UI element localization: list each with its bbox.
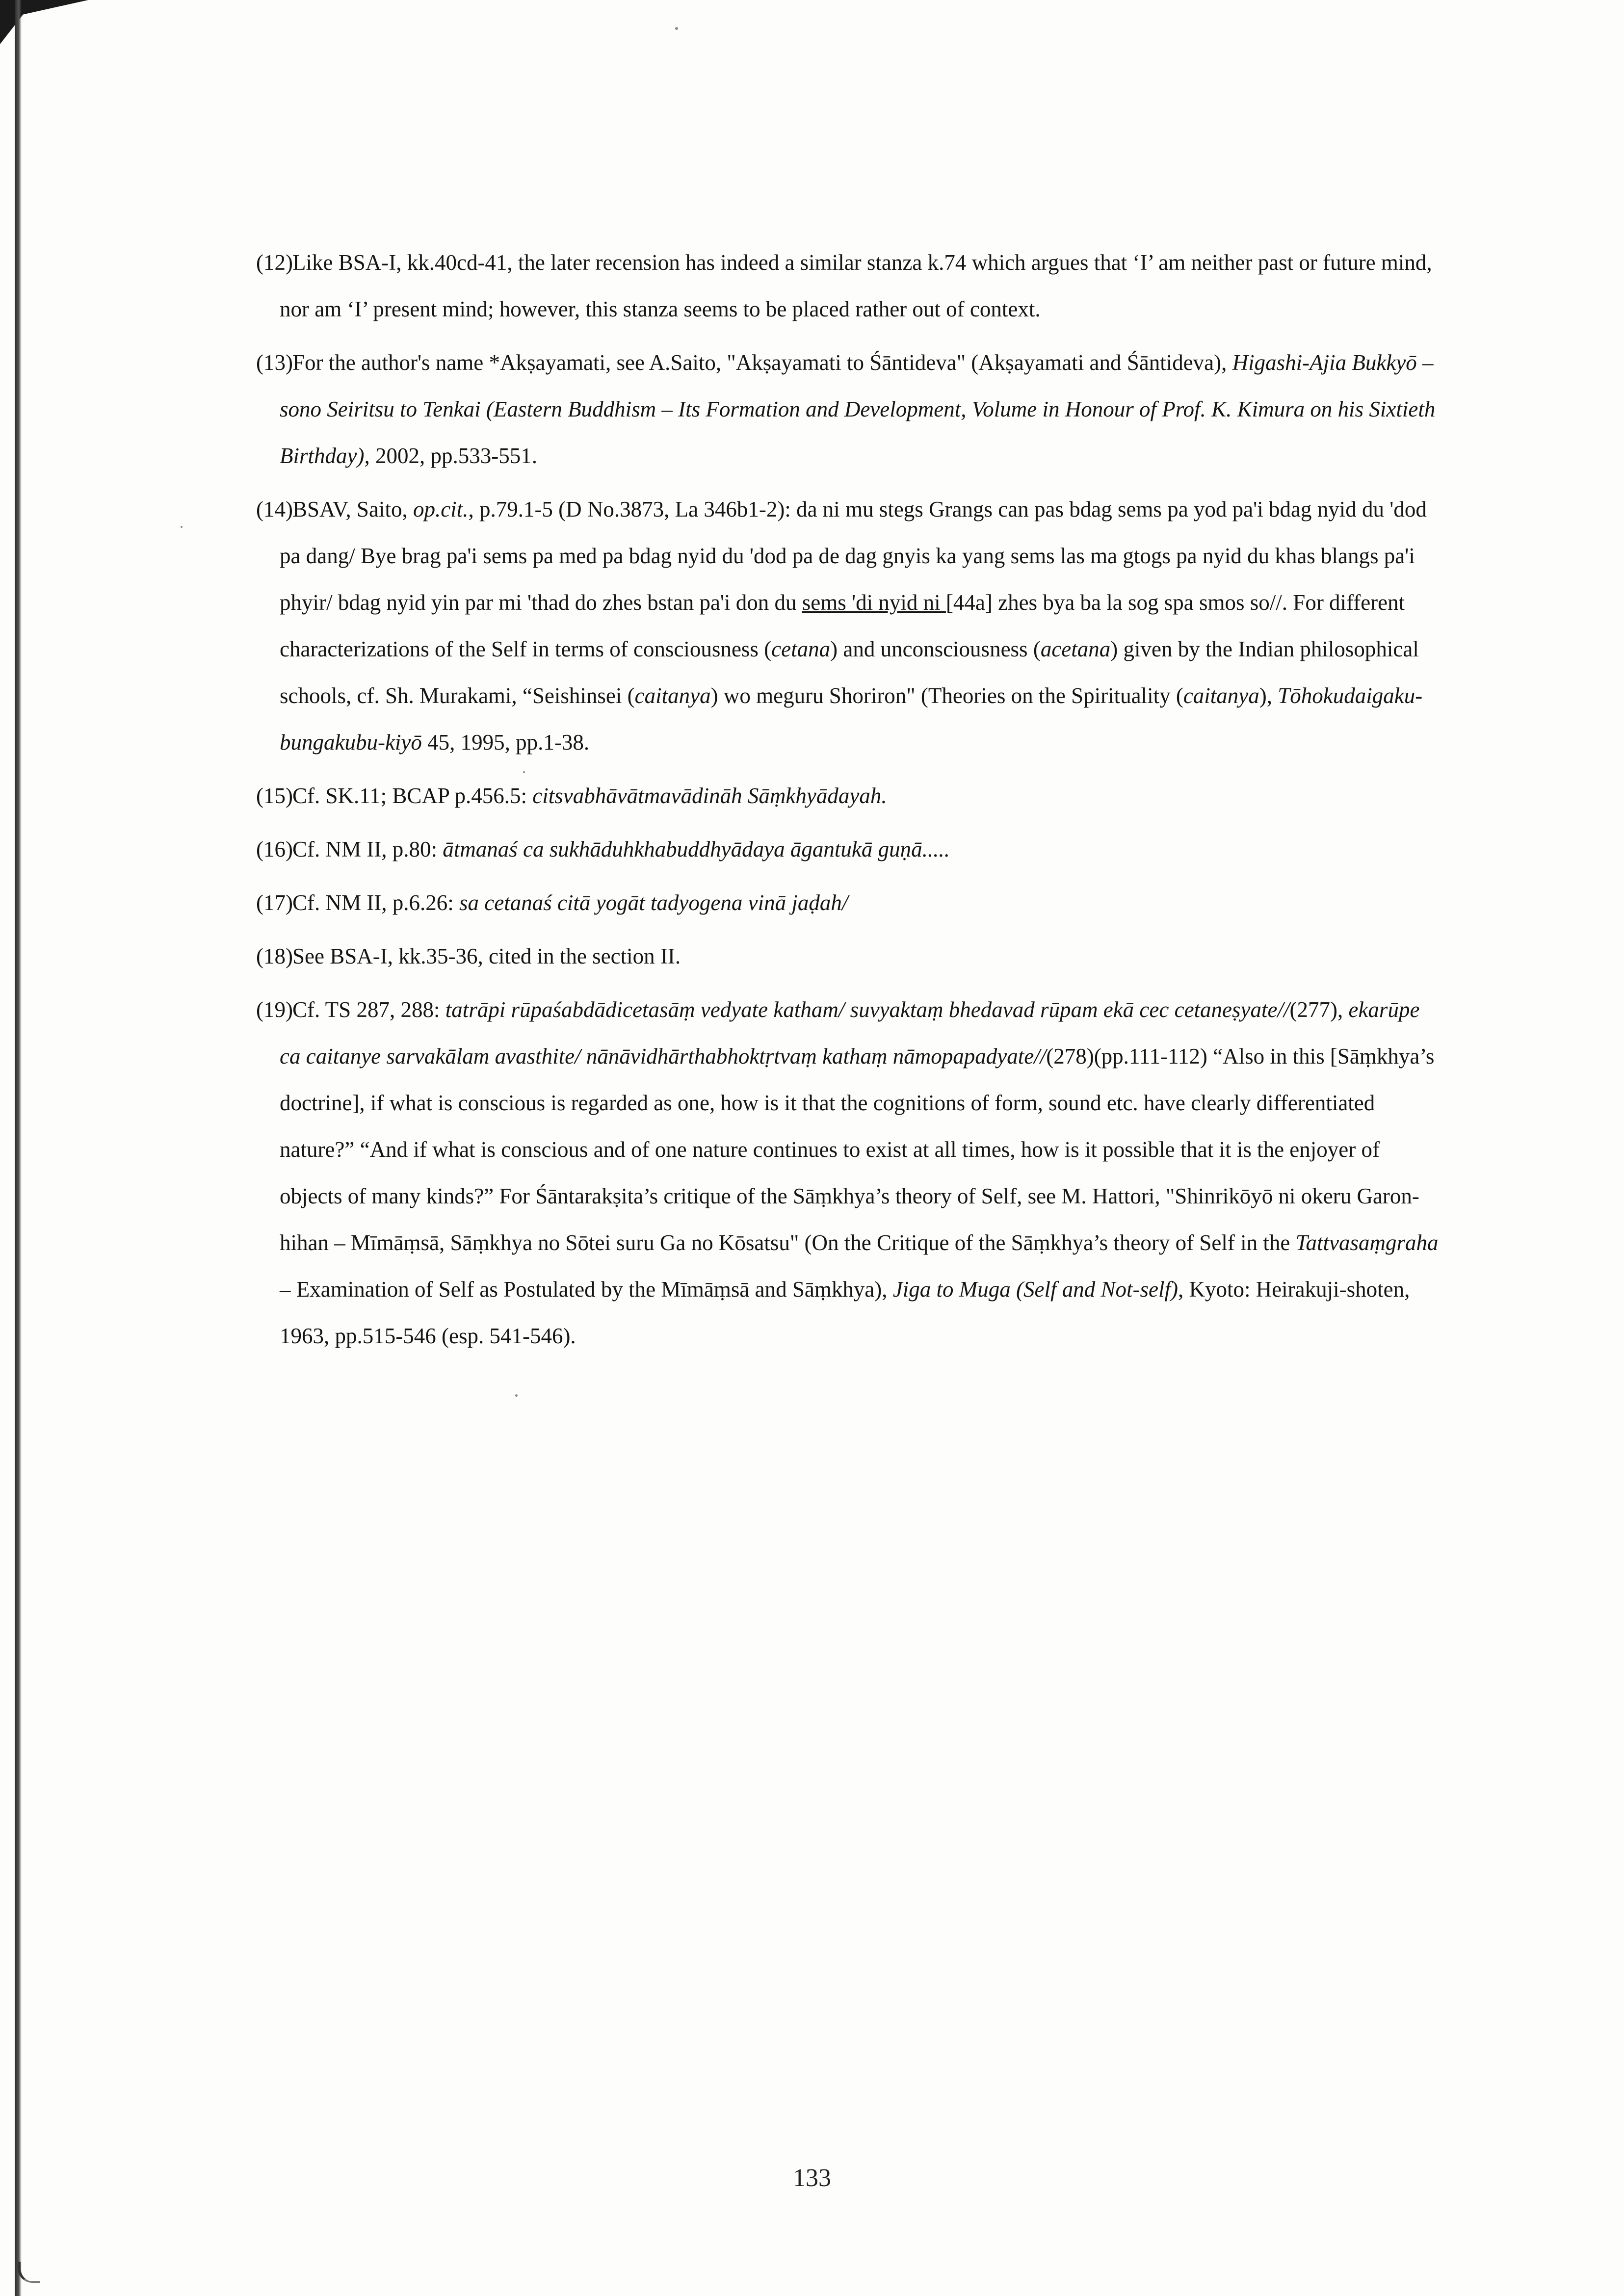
footnote-14: [256, 486, 1443, 766]
footnote-italic-text: tatrāpi rūpaśabdādicetasāṃ vedyate katham/ suvyaktaṃ bhedavad rūpam ekā cec cetaneṣyate//: [445, 997, 1290, 1022]
footnote-text-segment: Cf. SK.11; BCAP p.456.5:: [292, 783, 533, 808]
footnote-italic-text: Higashi-Ajia Bukkyō – sono Seiritsu to Tenkai (Eastern Buddhism – Its Formation and Development, Volume in Honour of Prof. K. Kimura on his Sixtieth Birthday),: [280, 350, 1436, 468]
footnote-text-segment: (278)(pp.111-112) “Also in this [Sāṃkhya’s doctrine], if what is conscious is regarded as one, how is it that the cognitions of form, sound etc. have clearly differentiated nature?” “And if what is conscious and of one nature continues to exist at all times, how is it possible that it is the enjoyer of objects of many kinds?” For Śāntarakṣita’s critique of the Sāṃkhya’s theory of Self, see M. Hattori, "Shinrikōyō ni okeru Garon-hihan – Mīmāṃsā, Sāṃkhya no Sōtei suru Ga no Kōsatsu" (On the Critique of the Sāṃkhya’s theory of Self in the: [280, 1044, 1435, 1255]
footnote-text-segment: 45, 1995, pp.1-38.: [421, 730, 590, 755]
footnote-underlined-text: sems 'di nyid ni: [802, 590, 946, 615]
footnote-text-segment: – Examination of Self as Postulated by the Mīmāṃsā and Sāṃkhya),: [280, 1277, 893, 1302]
footnotes-list: [256, 239, 1443, 1366]
footnote-text-segment: BSAV, Saito,: [292, 497, 413, 522]
footnote-italic-text: Jiga to Muga (Self and Not-self): [892, 1277, 1178, 1302]
footnote-17: [256, 880, 1443, 926]
footnote-text: [280, 783, 887, 808]
footnote-text-segment: [44a] zhes bya ba la sog spa smos so//. For different characterizations of the Self in terms of consciousness (: [280, 590, 1405, 661]
footnote-text-segment: ) wo meguru Shoriron" (Theories on the Spirituality (: [710, 683, 1183, 708]
footnote-italic-text: Tattvasaṃgraha: [1295, 1230, 1439, 1255]
footnote-text-segment: Like BSA-I, kk.40cd-41, the later recension has indeed a similar stanza k.74 which argues that ‘I’ am neither past or future mind, nor am ‘I’ present mind; however, this stanza seems to be placed rather out of context.: [280, 250, 1432, 321]
footnote-text: [280, 497, 1427, 755]
footnote-text: [280, 997, 1438, 1348]
footnote-16: [256, 826, 1443, 873]
footnote-text-segment: See BSA-I, kk.35-36, cited in the section II.: [292, 944, 681, 968]
footnote-15: [256, 773, 1443, 819]
footnote-text: [280, 944, 681, 968]
footnote-number: (13): [256, 350, 293, 375]
footnote-italic-text: ātmanaś ca sukhāduhkhabuddhyādaya āgantukā guṇā.....: [443, 837, 950, 861]
scan-speck: [675, 27, 678, 30]
footnote-text-segment: , p.79.1-5 (D No.3873, La 346b1-2): da ni mu stegs Grangs can pas bdag sems pa yod pa'i bdag nyid du 'dod pa dang/ Bye brag pa'i sems pa med pa bdag nyid du 'dod pa de dag gnyis ka yang sems las ma gtogs pa nyid du khas blangs pa'i phyir/ bdag nyid yin par mi 'thad do zhes bstan pa'i don du: [280, 497, 1427, 615]
footnote-19: [256, 987, 1443, 1359]
footnote-12: [256, 239, 1443, 333]
footnote-text: [280, 837, 950, 861]
footnote-text-segment: Cf. NM II, p.6.26:: [292, 890, 459, 915]
scan-speck: [181, 526, 183, 528]
footnote-italic-text: citsvabhāvātmavādināh Sāṃkhyādayah.: [532, 783, 887, 808]
footnote-18: [256, 933, 1443, 980]
footnote-italic-text: ekarūpe ca caitanye sarvakālam avasthite/ nānāvidhārthabhoktṛtvaṃ kathaṃ nāmopapadyate//: [280, 997, 1420, 1069]
page-number: 133: [793, 2164, 831, 2192]
footnote-number: (12): [256, 250, 293, 275]
footnote-italic-text: Tōhokudaigaku-bungakubu-kiyō: [280, 683, 1423, 755]
footnote-italic-text: acetana: [1040, 637, 1111, 661]
binding-edge-shadow: [15, 0, 22, 2296]
footnote-number: (19): [256, 997, 293, 1022]
footnote-number: (18): [256, 944, 293, 968]
footnote-text-segment: 2002, pp.533-551.: [369, 444, 537, 468]
footnote-text-segment: ) and unconsciousness (: [830, 637, 1041, 661]
footnote-italic-text: caitanya: [634, 683, 711, 708]
footnote-text-segment: ) given by the Indian philosophical schools, cf. Sh. Murakami, “Seishinsei (: [280, 637, 1419, 708]
scan-speck: [515, 1394, 518, 1397]
footnote-italic-text: op.cit.: [413, 497, 469, 522]
footnote-number: (14): [256, 497, 293, 522]
footnote-text: [280, 890, 848, 915]
footnote-text: [280, 350, 1435, 468]
footnote-text-segment: ),: [1259, 683, 1278, 708]
footnote-13: [256, 339, 1443, 479]
footnote-text-segment: Cf. NM II, p.80:: [292, 837, 443, 861]
footnote-italic-text: caitanya: [1183, 683, 1259, 708]
footnote-number: (16): [256, 837, 293, 861]
footnote-number: (17): [256, 890, 293, 915]
footnote-text: [280, 250, 1432, 321]
footnote-number: (15): [256, 783, 293, 808]
footnote-italic-text: sa cetanaś citā yogāt tadyogena vinā jaḍah/: [459, 890, 848, 915]
footnote-text-segment: For the author's name *Akṣayamati, see A.Saito, "Akṣayamati to Śāntideva" (Akṣayamati and Śāntideva),: [292, 350, 1232, 375]
footnote-italic-text: cetana: [771, 637, 831, 661]
footnote-text-segment: (277),: [1289, 997, 1349, 1022]
footnote-text-segment: , Kyoto: Heirakuji-shoten, 1963, pp.515-546 (esp. 541-546).: [280, 1277, 1410, 1348]
footnote-text-segment: Cf. TS 287, 288:: [292, 997, 445, 1022]
